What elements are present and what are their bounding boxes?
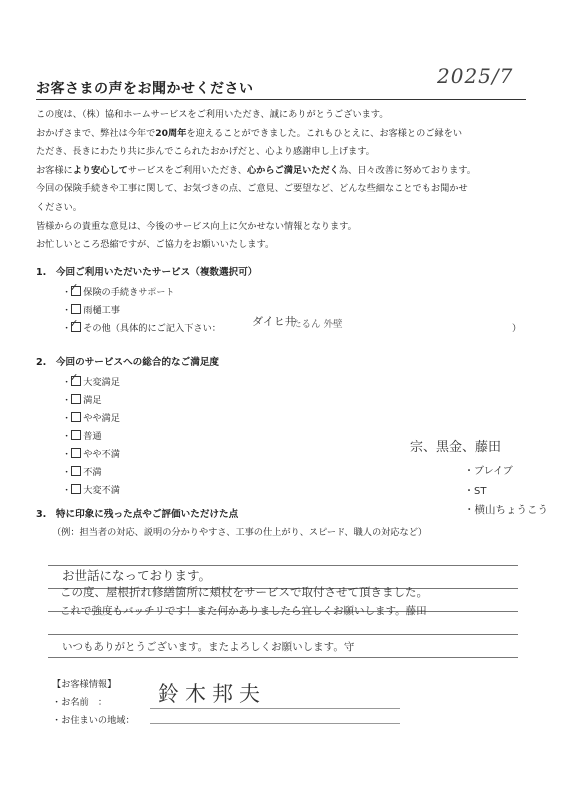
- checkbox[interactable]: [71, 412, 81, 422]
- checkbox[interactable]: [71, 448, 81, 458]
- intro-line: 皆様からの貴重な意見は、今後のサービス向上に欠かせない情報となります。: [36, 220, 357, 232]
- comment-rule: [48, 634, 518, 635]
- q1-option-insurance[interactable]: ・ ✓ 保険の手続きサポート: [62, 281, 175, 298]
- anniversary-emphasis: 20周年: [155, 127, 187, 139]
- q1-heading: 1. 今回ご利用いただいたサービス（複数選択可）: [36, 267, 258, 278]
- q2-option[interactable]: ・ 普通: [62, 431, 102, 442]
- q1-option-other[interactable]: ・ ✓ その他（具体的にご記入下さい：: [62, 317, 221, 334]
- q2-option[interactable]: ・ 満足: [62, 395, 102, 406]
- q2-option[interactable]: ・ 不満: [62, 467, 102, 478]
- intro-line: ただき、長きにわたり共に歩んでこられたおかげだと、心より感謝申し上げます。: [36, 146, 375, 158]
- check-mark-icon: ✓: [69, 281, 79, 294]
- handwritten-comment: この度、屋根折れ修繕箇所に頬杖をサービスで取付させて頂きました。: [60, 585, 428, 599]
- handwritten-support: サポート: [138, 288, 175, 298]
- intro-line: おかげさまで、弊社は今年で20周年を迎えることができました。これもひとえに、お客様とのご縁をい: [36, 127, 463, 139]
- customer-name-value: 鈴木邦夫: [158, 682, 266, 706]
- q2-option[interactable]: ・ 大変不満: [62, 485, 120, 496]
- q1-other-close: ）: [512, 323, 522, 334]
- intro-text: [36, 106, 528, 255]
- q2-heading: 2. 今回のサービスへの総合的なご満足度: [36, 357, 220, 368]
- handwritten-other-1: ダイヒ井: [252, 315, 296, 328]
- title-rule: [36, 99, 526, 100]
- handwritten-note: ・ST: [464, 486, 487, 497]
- comment-rule: [48, 657, 518, 658]
- customer-info-header: 【お客様情報】: [52, 679, 117, 690]
- checkbox[interactable]: [71, 430, 81, 440]
- q2-option[interactable]: ・ やや満足: [62, 413, 120, 424]
- q3-heading: 3. 特に印象に残った点やご評価いただけた点: [36, 509, 239, 520]
- handwritten-note: ・横山ちょうこう: [464, 504, 548, 516]
- intro-line: 今回の保険手続きや工事に関して、お気づきの点、ご意見、ご要望など、どんな些細なことでもお聞かせ: [36, 183, 468, 195]
- checkbox[interactable]: [71, 466, 81, 476]
- intro-line: この度は、（株）協和ホームサービスをご利用いただき、誠にありがとうございます。: [36, 109, 389, 120]
- page-title: お客さまの声をお聞かせください: [36, 81, 254, 97]
- intro-line: お忙しいところ恐縮ですが、ご協力をお願いいたします。: [36, 239, 275, 251]
- handwritten-comment: いつもありがとうございます。またよろしくお願いします。守: [62, 641, 355, 653]
- customer-name-label: ・お名前 ：: [52, 697, 108, 708]
- handwritten-other-2: たるん 外壁: [292, 319, 343, 330]
- handwritten-staff-names: 宗、黒金、藤田: [410, 440, 502, 455]
- check-mark-icon: ✓: [69, 317, 79, 330]
- check-mark-icon: ✓: [69, 371, 79, 384]
- customer-area-label: ・お住まいの地域：: [52, 715, 135, 726]
- handwritten-comment: お世話になっております。: [62, 568, 212, 583]
- handwritten-comment: これで強度もバッチリです！また何かありましたら宜しくお願いします。藤田: [60, 605, 427, 617]
- checkbox[interactable]: [71, 394, 81, 404]
- intro-line: ください。: [36, 201, 82, 213]
- name-underline: [150, 708, 400, 709]
- area-underline[interactable]: [150, 723, 400, 724]
- q2-option[interactable]: ・ やや不満: [62, 449, 120, 460]
- q2-option[interactable]: ・ ✓ 大変満足: [62, 371, 120, 388]
- q1-option-gutter[interactable]: ・ 雨樋工事: [62, 305, 120, 316]
- q3-example: （例：担当者の対応、説明の分かりやすさ、工事の仕上がり、スピード、職人の対応など）: [52, 527, 428, 538]
- checkbox[interactable]: [71, 304, 81, 314]
- checkbox[interactable]: [71, 484, 81, 494]
- handwritten-date: 2025/7: [437, 64, 514, 88]
- handwritten-note: ・ブレイブ: [464, 466, 513, 477]
- intro-line: お客様により安心してサービスをご利用いただき、心からご満足いただく為、日々改善に努めております。: [36, 164, 476, 176]
